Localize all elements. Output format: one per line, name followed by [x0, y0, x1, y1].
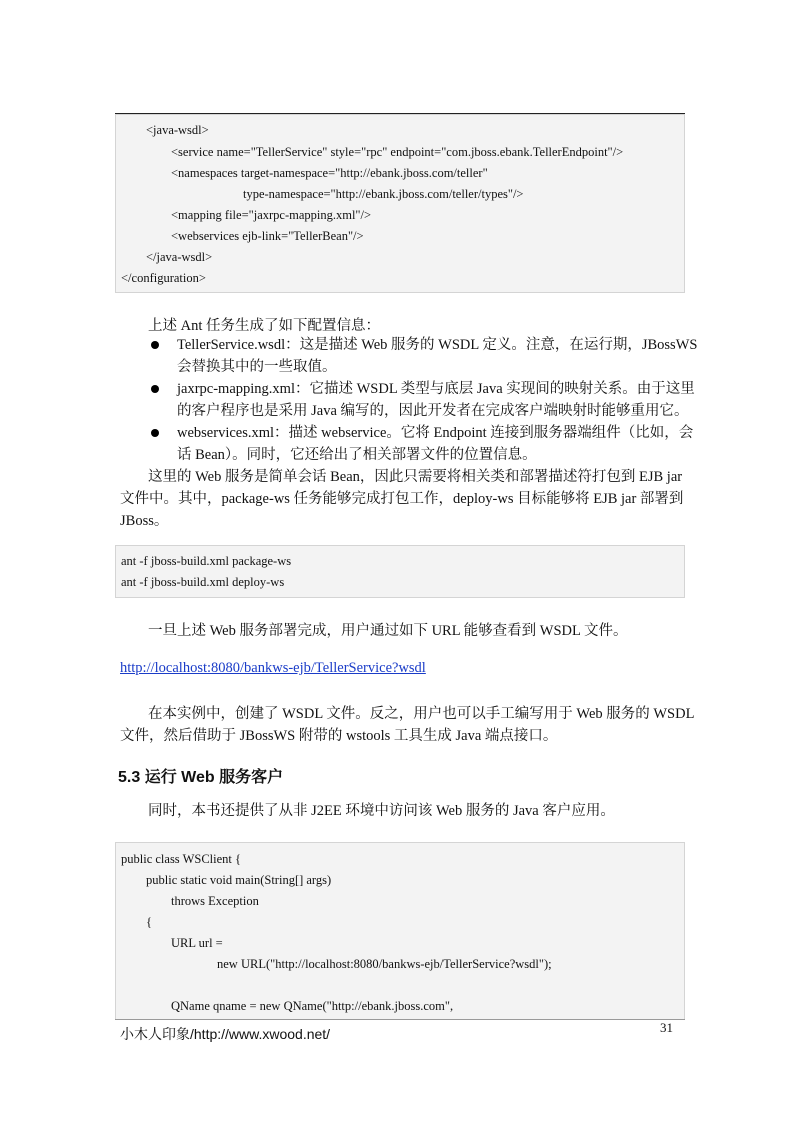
body-paragraph: 文件中。其中，package-ws 任务能够完成打包工作，deploy-ws 目标能够将 EJB jar 部署到	[120, 491, 684, 507]
body-paragraph: 一旦上述 Web 服务部署完成，用户通过如下 URL 能够查看到 WSDL 文件。	[148, 623, 628, 639]
code-line: <service name="TellerService" style="rpc" endpoint="com.jboss.ebank.TellerEndpoint"/>	[171, 145, 624, 159]
page-number: 31	[660, 1020, 673, 1035]
wsdl-url-link[interactable]: http://localhost:8080/bankws-ejb/TellerService?wsdl	[120, 660, 426, 676]
bullet-line: 话 Bean）。同时，它还给出了相关部署文件的位置信息。	[177, 447, 537, 463]
body-paragraph: 在本实例中，创建了 WSDL 文件。反之，用户也可以手工编写用于 Web 服务的 WSDL	[148, 706, 695, 722]
body-paragraph: 同时，本书还提供了从非 J2EE 环境中访问该 Web 服务的 Java 客户应用。	[148, 803, 615, 819]
body-paragraph: JBoss。	[120, 513, 169, 529]
code-line: <webservices ejb-link="TellerBean"/>	[171, 229, 364, 243]
code-line: new URL("http://localhost:8080/bankws-ejb/TellerService?wsdl");	[217, 957, 552, 971]
code-line: {	[146, 915, 152, 929]
code-line: ant -f jboss-build.xml deploy-ws	[121, 575, 285, 589]
bullet-line: TellerService.wsdl：这是描述 Web 服务的 WSDL 定义。注意，在运行期，JBossWS	[177, 337, 698, 353]
code-line: URL url =	[171, 936, 223, 950]
bullet-line: 的客户程序也是采用 Java 编写的，因此开发者在完成客户端映射时能够重用它。	[177, 403, 689, 419]
code-line: throws Exception	[171, 894, 259, 908]
body-paragraph: 这里的 Web 服务是简单会话 Bean，因此只需要将相关类和部署描述符打包到 EJB jar	[148, 469, 683, 485]
bullet-icon	[151, 429, 159, 437]
footer-site: 小木人印象/http://www.xwood.net/	[120, 1026, 331, 1042]
code-line: type-namespace="http://ebank.jboss.com/teller/types"/>	[243, 187, 524, 201]
bullet-icon	[151, 341, 159, 349]
code-line: public static void main(String[] args)	[146, 873, 332, 887]
intro-text: 上述 Ant 任务生成了如下配置信息：	[148, 318, 380, 334]
code-line: public class WSClient {	[121, 852, 241, 866]
bullet-line: jaxrpc-mapping.xml：它描述 WSDL 类型与底层 Java 实现间的映射关系。由于这里	[177, 381, 695, 397]
code-line: ant -f jboss-build.xml package-ws	[121, 554, 292, 568]
code-line: QName qname = new QName("http://ebank.jboss.com",	[171, 999, 454, 1013]
bullet-line: 会替换其中的一些取值。	[177, 359, 337, 375]
code-block-client	[115, 842, 685, 1020]
code-line: </java-wsdl>	[146, 250, 213, 264]
bullet-icon	[151, 385, 159, 393]
code-line: </configuration>	[121, 271, 206, 285]
footer-rule	[115, 1019, 685, 1020]
code-block-ant	[115, 545, 685, 598]
bullet-line: webservices.xml：描述 webservice。它将 Endpoint 连接到服务器端组件（比如，会	[177, 425, 694, 441]
section-heading: 5.3 运行 Web 服务客户	[118, 769, 284, 786]
code-line: <java-wsdl>	[146, 123, 209, 137]
code-block-config	[115, 114, 685, 293]
body-paragraph: 文件，然后借助于 JBossWS 附带的 wstools 工具生成 Java 端点接口。	[120, 728, 558, 744]
code-line: <namespaces target-namespace="http://ebank.jboss.com/teller"	[171, 166, 488, 180]
code-line: <mapping file="jaxrpc-mapping.xml"/>	[171, 208, 372, 222]
